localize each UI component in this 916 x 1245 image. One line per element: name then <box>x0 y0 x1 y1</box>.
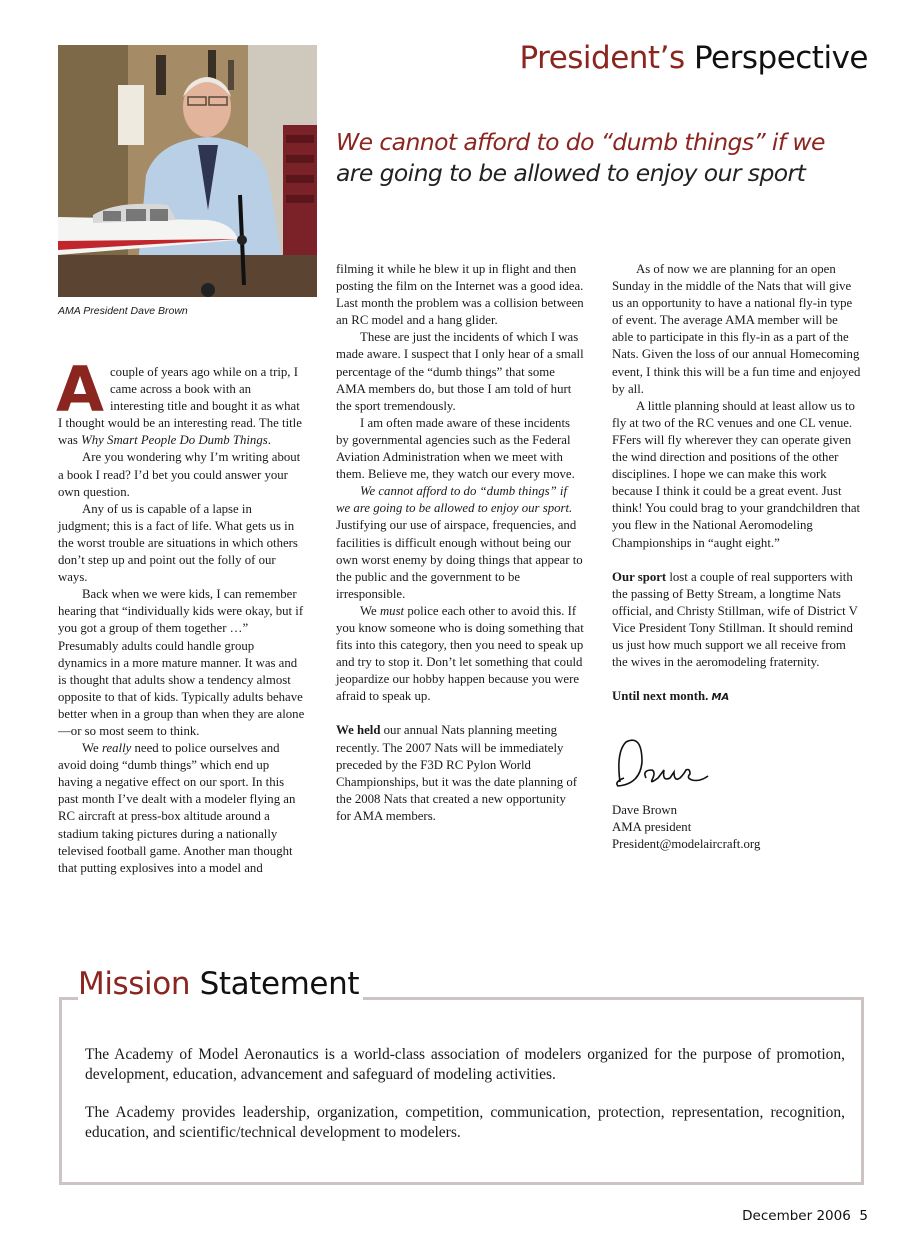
pull-quote <box>336 127 876 189</box>
page-title-rest: Perspective <box>693 40 868 76</box>
page-footer <box>742 1208 868 1224</box>
article-column-3 <box>612 261 862 854</box>
mission-title-accent: Mission <box>78 966 191 1002</box>
emphasis: We cannot afford to do “dumb things” if we are going to be allowed to enjoy our sport. <box>336 484 573 516</box>
mission-paragraph-1: The Academy of Model Aeronautics is a world-class association of modelers organized for the purpose of promotion, development, education, advancement and safeguard of modeling activities. <box>85 1046 845 1083</box>
paragraph <box>56 353 305 449</box>
pull-quote-line-2: are going to be allowed to enjoy our sport <box>336 159 806 187</box>
article-column-1 <box>56 353 305 877</box>
sign-email: President@modelaircraft.org <box>612 837 761 852</box>
president-photo-illustration <box>58 45 317 297</box>
mission-statement-title <box>78 966 363 1002</box>
paragraph-lead: We held <box>336 723 381 738</box>
page-number: 5 <box>859 1208 868 1224</box>
closing-text: Until next month. <box>612 689 709 704</box>
paragraph-text: couple of years ago while on a trip, I came across a book with an interesting title and bought it as what I thought would be an interesting read. The title was <box>58 365 302 448</box>
photo-caption: AMA President Dave Brown <box>58 305 188 317</box>
issue-date: December 2006 <box>742 1208 851 1224</box>
mission-statement-text <box>85 1045 845 1161</box>
page-title-accent: President’s <box>519 40 685 76</box>
paragraph <box>612 569 862 672</box>
paragraph-text: We <box>82 741 102 756</box>
closing-line <box>612 688 862 706</box>
paragraph <box>336 603 584 706</box>
sign-name: Dave Brown <box>612 803 678 818</box>
mission-paragraph-2: The Academy provides leadership, organization, competition, communication, protection, representation, recognition, education, and scientific/technical development to modelers. <box>85 1104 845 1141</box>
paragraph <box>336 483 584 603</box>
book-title: Why Smart People Do Dumb Things <box>81 433 268 448</box>
paragraph-text: Justifying our use of airspace, frequencies, and facilities is difficult enough without being our own worst enemy by doing things that appear to the public and the government to be irresponsible. <box>336 518 583 601</box>
emphasis: must <box>379 603 405 618</box>
drop-cap: A <box>56 353 104 426</box>
paragraph-text: . <box>267 433 271 448</box>
paragraph: Are you wondering why I’m writing about a book I read? I’d bet you could answer your own question. <box>58 450 301 499</box>
paragraph: filming it while he blew it up in flight and then posting the film on the Internet was a good idea. Last month the problem was a collision between an RC model and a hang glider. <box>336 262 584 328</box>
paragraph: As of now we are planning for an open Sunday in the middle of the Nats that will give us an opportunity to have a national fly-in type of event. The average AMA member will be able to participate in this fly-in as a part of the Nats. Given the loss of our annual Homecoming event, I think this will be a fun time and enjoyed by all. <box>612 262 861 396</box>
emphasis: really <box>101 741 132 756</box>
paragraph-text: need to police ourselves and avoid doing “dumb things” which end up having a negative effect on our sport. In this past month I’ve dealt with a modeler flying an RC aircraft at press-box altitude around a stadium taking pictures during a nationally televised football game. Another man thought that putting explosives into a model and <box>58 741 296 875</box>
paragraph-text: police each other to avoid this. If you know someone who is doing something that fits into this category, then you need to speak up and try to stop it. Don’t let something that could jeopardize our hobby happen because you were afraid to speak up. <box>336 603 584 704</box>
paragraph: I am often made aware of these incidents by governmental agencies such as the Federal Aviation Administration when we meet with them. Believe me, they watch our every move. <box>336 415 575 482</box>
paragraph-lead: Our sport <box>612 569 667 584</box>
signature-image <box>612 732 722 796</box>
president-photo <box>58 45 317 297</box>
paragraph-text: lost a couple of real supporters with the passing of Betty Stream, a longtime Nats official, and Christy Stillman, wife of District V Vice President Tony Stillman. It should remind us just how much support we all receive from the wives in the aeromodeling fraternity. <box>612 569 858 670</box>
signature <box>612 732 862 796</box>
paragraph: These are just the incidents of which I was made aware. I suspect that I only hear of a small percentage of the “dumb things” that some AMA members do, but those I am told of hurt the sport tremendously. <box>336 330 584 413</box>
page-title <box>519 40 868 76</box>
sign-title: AMA president <box>612 820 692 835</box>
mission-title-rest: Statement <box>199 966 360 1002</box>
paragraph: A little planning should at least allow us to fly at two of the RC venues and one CL venue. FFers will fly wherever they can operate given the wind direction and positions of the other disciplines. I hope we can make this work because I think it could be a great event. Just think! You could brag to your grandchildren that you flew in the National Aeromodeling Championships in “aught eight.” <box>612 398 861 550</box>
paragraph <box>58 740 305 877</box>
paragraph-text: We <box>360 603 380 618</box>
article-column-2 <box>336 261 584 825</box>
paragraph <box>336 722 584 825</box>
end-mark: MA <box>711 692 730 704</box>
paragraph: Any of us is capable of a lapse in judgment; this is a fact of life. What gets us in the worst trouble are situations in which others don’t step up and point out the folly of our ways. <box>58 501 298 585</box>
paragraph-text: our annual Nats planning meeting recently. The 2007 Nats will be immediately preceded by the F3D RC Pylon World Championships, but it was the date planning of the 2008 Nats that created a new opportunity for AMA members. <box>336 723 577 823</box>
sign-off <box>612 802 862 853</box>
pull-quote-line-1: We cannot afford to do “dumb things” if we <box>336 128 825 156</box>
paragraph: Back when we were kids, I can remember hearing that “individually kids were okay, but if you got a group of them together …” Presumably adults could handle group dynamics in a more mature manner. It was and is thought that adults show a tendency almost opposite to that of kids. Typically adults behave better when in a group than when they are alone—or so most seem to think. <box>58 587 305 738</box>
